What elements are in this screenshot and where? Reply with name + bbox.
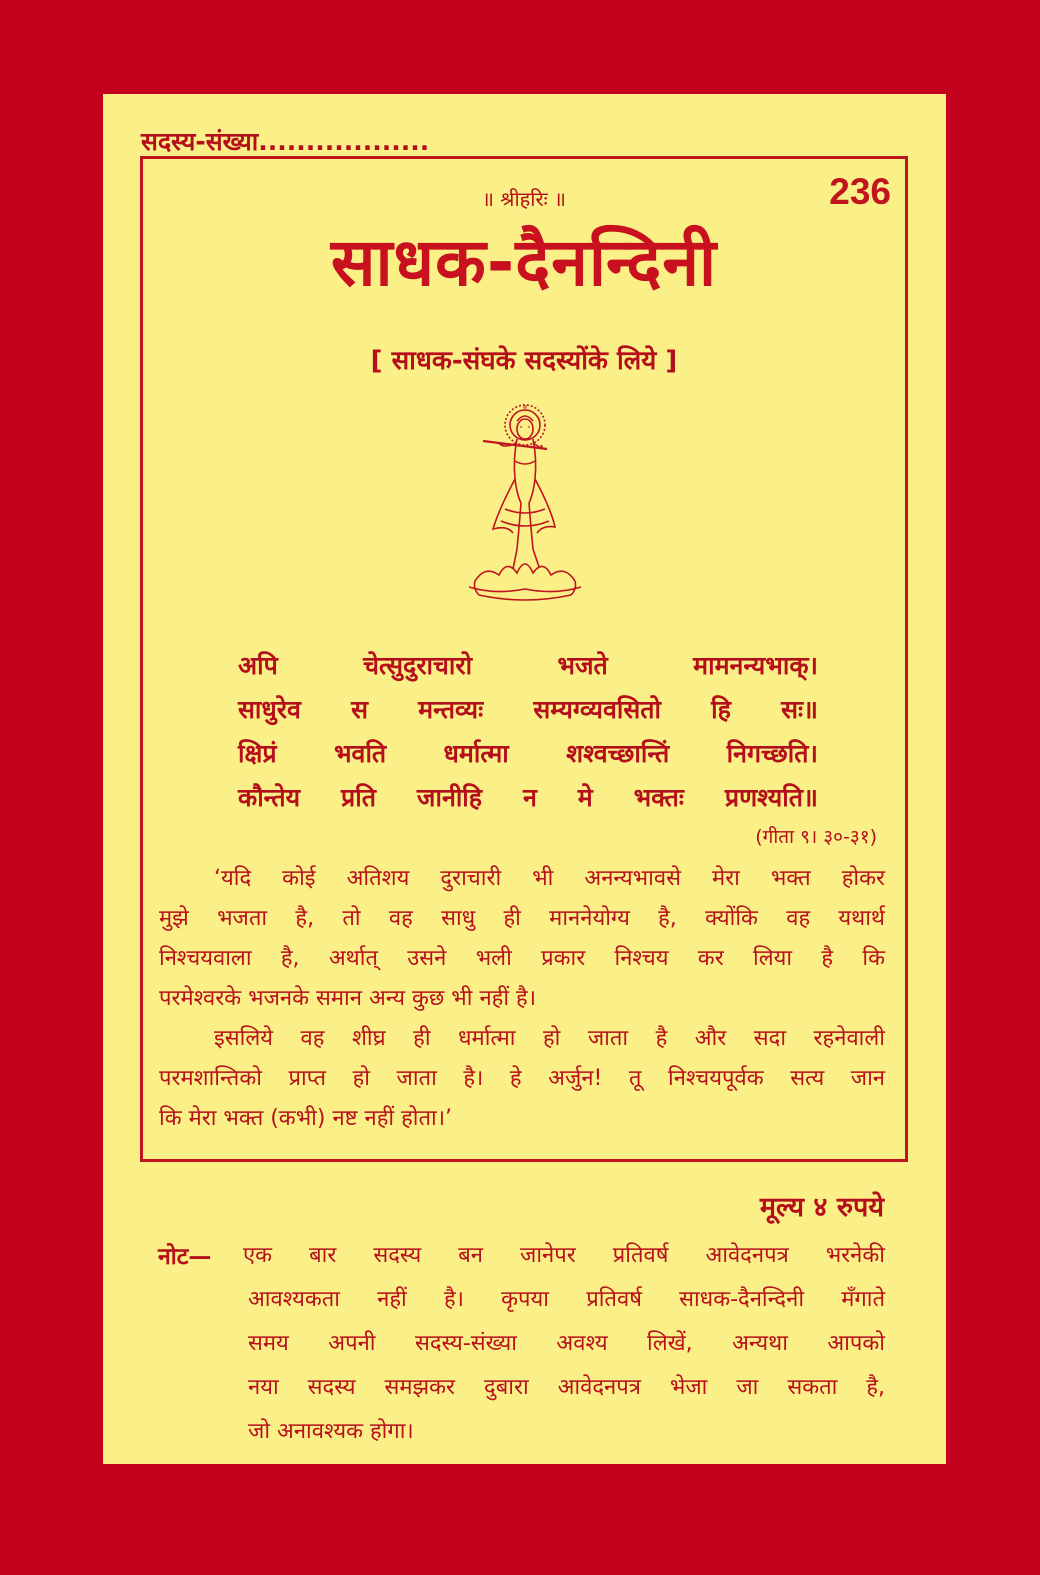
translation-line: मुझे भजता है, तो वह साधु ही माननेयोग्य है, क्योंकि वह यथार्थ [159, 906, 885, 931]
translation-line: निश्चयवाला है, अर्थात् उसने भली प्रकार निश्चय कर लिया है कि [159, 946, 885, 971]
note-line: नया सदस्य समझकर दुबारा आवेदनपत्र भेजा जा सकता है, [248, 1375, 885, 1400]
note-line: समय अपनी सदस्य-संख्या अवश्य लिखें, अन्यथा आपको [248, 1331, 885, 1356]
translation-line: कि मेरा भक्त (कभी) नष्ट नहीं होता।’ [159, 1106, 453, 1131]
page-title: साधक-दैनन्दिनी [330, 224, 718, 301]
verse-line: साधुरेव स मन्तव्यः सम्यग्व्यवसितो हि सः॥ [238, 695, 818, 724]
booklet-number: 236 [829, 171, 891, 212]
verse-line: अपि चेत्सुदुराचारो भजते मामनन्यभाक्। [238, 651, 818, 680]
note-line: आवश्यकता नहीं है। कृपया प्रतिवर्ष साधक-दैनन्दिनी मँगाते [248, 1287, 885, 1312]
translation-line: इसलिये वह शीघ्र ही धर्मात्मा हो जाता है और सदा रहनेवाली [214, 1026, 885, 1051]
krishna-flute-illustration-icon [455, 399, 595, 609]
translation-line: ‘यदि कोई अतिशय दुराचारी भी अनन्यभावसे मेरा भक्त होकर [214, 866, 885, 891]
note-text [243, 1234, 885, 1454]
hindi-translation [159, 859, 885, 1139]
booklet-page [103, 94, 946, 1464]
note-line: जो अनावश्यक होगा। [248, 1419, 414, 1444]
price-label: मूल्य ४ रुपये [759, 1192, 884, 1223]
note-line: एक बार सदस्य बन जानेपर प्रतिवर्ष आवेदनपत्र भरनेकी [243, 1243, 885, 1268]
main-frame [140, 156, 908, 1162]
translation-line: परमेश्वरके भजनके समान अन्य कुछ भी नहीं है। [159, 986, 537, 1011]
sanskrit-verse [238, 644, 818, 820]
verse-line: कौन्तेय प्रति जानीहि न मे भक्तः प्रणश्यति॥ [238, 783, 818, 812]
invocation: ॥ श्रीहरिः ॥ [481, 187, 567, 211]
member-number-label: सदस्य-संख्या.................. [141, 127, 430, 156]
page-subtitle: [ साधक-संघके सदस्योंके लिये ] [370, 346, 678, 376]
verse-line: क्षिप्रं भवति धर्मात्मा शश्वच्छान्तिं निगच्छति। [238, 739, 818, 768]
translation-line: परमशान्तिको प्राप्त हो जाता है। हे अर्जुन! तू निश्चयपूर्वक सत्य जान [159, 1066, 885, 1091]
verse-reference: (गीता ९। ३०-३१) [755, 826, 877, 848]
note-label: नोट— [158, 1244, 212, 1270]
